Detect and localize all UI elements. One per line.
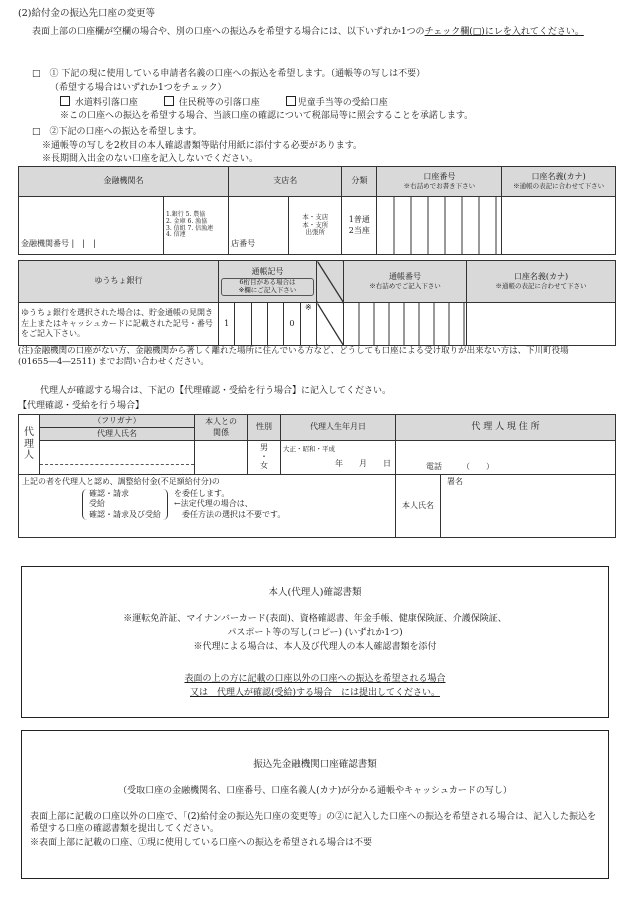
id-documents-box: [21, 566, 609, 718]
yucho-holder-header: [467, 261, 616, 303]
holder-header-label: 口座名義(カナ): [531, 172, 586, 182]
principal-block: [396, 475, 616, 538]
dob-input[interactable]: [281, 441, 396, 475]
delegate-lead: 上記の者を代理人と認め、調整給付金(不足額給付分)の: [22, 477, 220, 486]
acct-box-line2: 表面上部に記載の口座以外の口座で、「(2)給付金の振込先口座の変更等」の②に記入した口座への振込を希望される場合は、記入した振込を希望する口座の確認書類を提出してください。: [30, 812, 597, 835]
bank-types[interactable]: 1.銀行 5. 農協 2. 金庫 6. 漁協 3. 信組 7. 信漁連 4. 信連: [164, 197, 229, 255]
relation-input[interactable]: [195, 441, 248, 475]
acct-header-label: 口座番号: [423, 172, 456, 182]
yucho-table: [18, 260, 616, 346]
acct-header: [377, 167, 502, 197]
choice-tax-label: 住民税等の引落口座: [178, 98, 260, 108]
furigana-header: （フリガナ）: [40, 415, 195, 428]
intro-text-a: 表面上部の口座欄が空欄の場合や、別の口座への振込みを希望する場合には、以下いずれか1つの: [32, 27, 425, 37]
sex-options[interactable]: 男 ・ 女: [248, 441, 281, 475]
signature-input[interactable]: [441, 475, 615, 537]
choice-child[interactable]: [286, 96, 388, 109]
sex-header: 性別: [248, 415, 281, 441]
holder-name-input[interactable]: [502, 197, 616, 255]
symbol-header-sub: 6桁目がある場合は ※欄にご記入下さい: [221, 278, 314, 296]
option1-note: ※この口座への振込を希望する場合、当該口座の確認について税部局等に照会することを承諾します。: [60, 111, 474, 121]
bank-name-input[interactable]: 金融機関番号 |||: [19, 197, 164, 255]
symbol-header-label: 通帳記号: [251, 267, 284, 277]
id-box-line1: ※運転免許証、マイナンバーカード(表面)、資格確認書、年金手帳、健康保険証、介護保険証、: [123, 614, 507, 624]
symbol-digit-3[interactable]: [252, 303, 268, 345]
id-box-title: 本人(代理人)確認書類: [268, 587, 362, 598]
option2-note2: ※長期間入出金のない口座を記入しないでください。: [42, 154, 259, 164]
yucho-description: ゆうちょ銀行を選択された場合は、貯金通帳の見開き左上またはキャッシュカードに記載された記号・番号をご記入下さい。: [19, 303, 219, 346]
slash-cell-2: [317, 303, 344, 346]
yucho-num-label: 通帳番号: [389, 272, 421, 282]
id-box-line5-text: 又は 代理人が確認(受給)する場合 には提出してください。: [189, 688, 441, 698]
id-box-line2: パスポート等の写し(コピー) (いずれか1つ): [227, 628, 403, 638]
acct-box-title: 振込先金融機関口座確認書類: [253, 759, 377, 770]
choice-child-label: 児童手当等の受給口座: [297, 98, 388, 108]
branch-code-label: 店番号: [231, 239, 256, 249]
address-header: 代 理 人 現 住 所: [396, 415, 616, 441]
slash-cell: [317, 261, 344, 303]
checkbox-icon[interactable]: [60, 96, 70, 106]
delegate-tail: を委任します。 ←法定代理の場合は、 委任方法の選択は不要です。: [174, 488, 286, 519]
checkbox-icon[interactable]: [286, 96, 296, 106]
branch-header: 支店名: [229, 167, 342, 197]
id-box-line3: ※代理による場合は、本人及び代理人の本人確認書類を添付: [193, 642, 437, 652]
dob-header: 代理人生年月日: [281, 415, 396, 441]
bank-name-header: 金融機関名: [19, 167, 229, 197]
proxy-side-label: 代 理 人: [19, 415, 40, 475]
holder-header-sub: ※通帳の表記に合わせて下さい: [513, 182, 605, 190]
option1-label[interactable]: □ ① 下記の現に使用している申請者名義の口座への振込を希望します。（通帳等の写しは不要）: [32, 69, 426, 79]
symbol-digit-1: 1: [219, 303, 235, 345]
class-header: 分類: [342, 167, 377, 197]
phone-label: 電話 （ ）: [426, 462, 494, 472]
section-title: (2)給付金の振込先口座の変更等: [18, 8, 155, 19]
intro-text-b: チェック欄(□)にレを入れてください。: [424, 27, 584, 37]
branch-types[interactable]: 本・支店 本・支所 出張所: [289, 197, 342, 255]
symbol-digit-2[interactable]: [235, 303, 251, 345]
holder-header: [502, 167, 616, 197]
checkbox-icon[interactable]: [164, 96, 174, 106]
symbol-digit-5: 0: [284, 303, 300, 345]
proxy-lead: 代理人が確認する場合は、下記の【代理確認・受給を行う場合】に記入してください。: [40, 386, 392, 396]
option1-sub: （希望する場合はいずれか1つをチェック）: [50, 83, 227, 93]
proxy-name-input[interactable]: [40, 441, 195, 475]
yucho-header: ゆうちょ銀行: [19, 261, 219, 303]
yucho-holder-input[interactable]: [467, 303, 616, 346]
yucho-holder-sub: ※通帳の表記に合わせて下さい: [495, 282, 587, 290]
acct-number-input[interactable]: [377, 197, 502, 255]
symbol-digit-4[interactable]: [268, 303, 284, 345]
account-documents-box: [21, 730, 609, 879]
proxy-name-header: 代理人氏名: [40, 428, 195, 441]
delegate-choices[interactable]: 確認・請求 受給 確認・請求及び受給: [82, 489, 168, 520]
acct-box-line1: （受取口座の金融機関名、口座番号、口座名義人(カナ)が分かる通帳やキャッシュカードの写し）: [118, 786, 512, 796]
acct-header-sub: ※右詰めでお書き下さい: [403, 182, 476, 190]
choice-water[interactable]: [60, 96, 138, 109]
class-options[interactable]: 1普通 2当座: [342, 197, 377, 255]
option2-note1: ※通帳等の写しを2枚目の本人確認書類等貼付用紙に添付する必要があります。: [42, 141, 363, 151]
option1-choices: [60, 96, 388, 109]
id-box-line4-text: 表面の上の方に記載の口座以外の口座への振込を希望される場合: [184, 674, 446, 684]
principal-label: 本人氏名: [396, 475, 441, 537]
option2-label[interactable]: □ ②下記の口座への振込を希望します。: [32, 127, 202, 137]
intro-text: [32, 26, 617, 38]
bank-code-label: 金融機関番号: [21, 239, 69, 249]
proxy-title: 【代理確認・受給を行う場合】: [18, 401, 145, 411]
choice-tax[interactable]: [164, 96, 260, 109]
proxy-furigana-input[interactable]: [40, 450, 194, 465]
bank-note: (注)金融機関の口座がない方、金融機関から著しく離れた場所に住んでいる方など、どうしても口座による受け取りが出来ない方は、下川町役場 (01655―4―2511) までお問い合わせください。: [18, 346, 569, 368]
proxy-table: [18, 414, 616, 538]
symbol-header: [219, 261, 317, 303]
branch-input[interactable]: [229, 197, 289, 255]
symbol-input[interactable]: [219, 303, 317, 346]
symbol-digit-6[interactable]: ※: [304, 303, 312, 312]
delegate-block: [19, 475, 396, 538]
yucho-holder-label: 口座名義(カナ): [513, 272, 569, 282]
bank-table: [18, 166, 616, 255]
yucho-num-header: [344, 261, 467, 303]
address-input[interactable]: [396, 441, 616, 475]
relation-header: 本人との 関係: [195, 415, 248, 441]
id-box-line5: [22, 687, 608, 699]
id-box-line4: [22, 673, 608, 685]
choice-water-label: 水道料引落口座: [74, 98, 138, 108]
acct-box-line3: ※表面上部に記載の口座、①現に使用している口座への振込を希望される場合は不要: [30, 838, 373, 848]
signature-label: 署名: [447, 477, 463, 486]
yucho-num-sub: ※右詰めでご記入下さい: [369, 282, 441, 290]
yucho-number-input[interactable]: [344, 303, 467, 346]
dob-eras: 大正・昭和・平成: [283, 444, 335, 453]
dob-ymd: 年 月 日: [335, 458, 391, 468]
